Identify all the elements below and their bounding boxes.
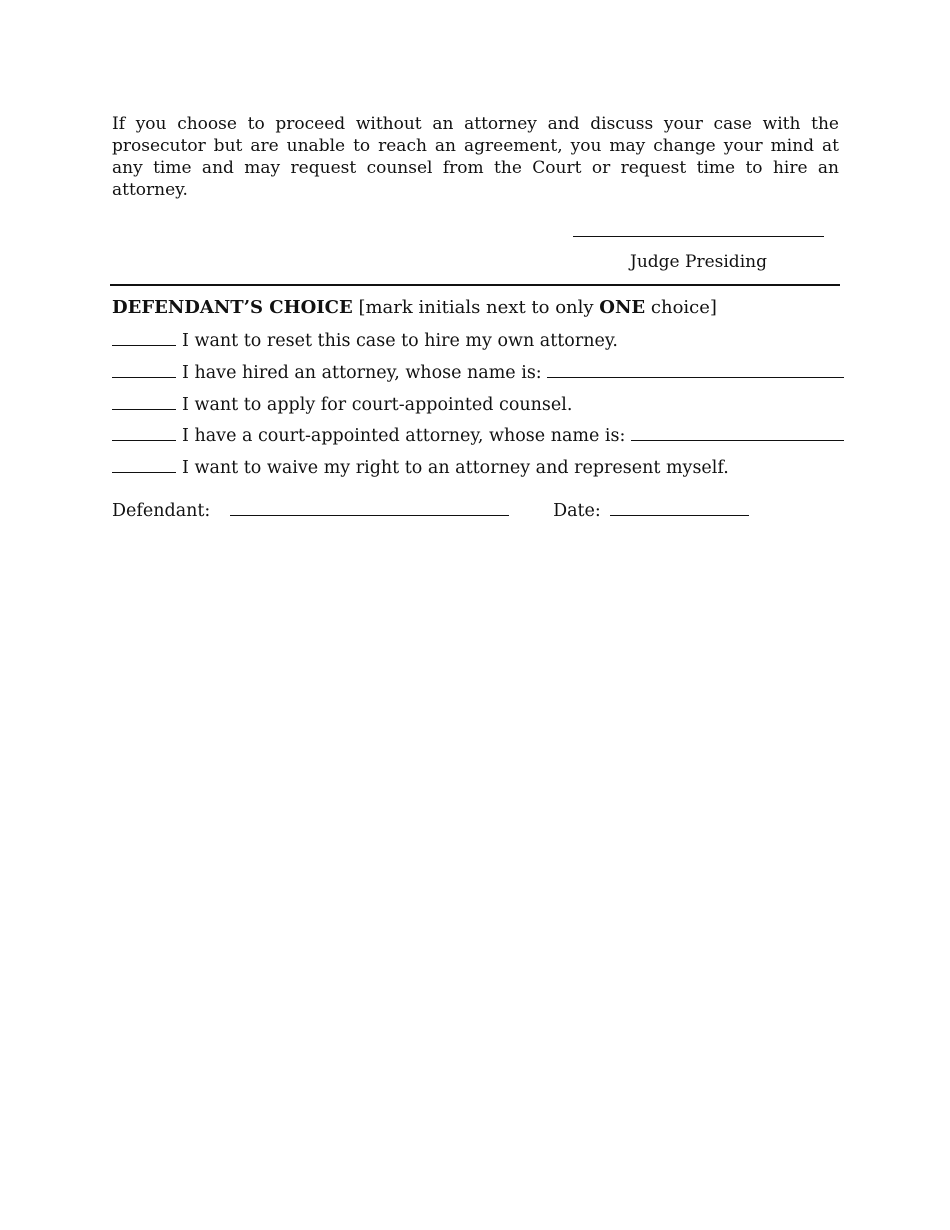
choice-text: I want to waive my right to an attorney and represent myself. bbox=[182, 458, 729, 478]
initials-blank[interactable] bbox=[112, 328, 176, 346]
defendants-choice-heading bbox=[112, 296, 839, 320]
choice-option-reset bbox=[112, 328, 839, 353]
choice-text: I have hired an attorney, whose name is: bbox=[182, 363, 542, 383]
choice-option-waive bbox=[112, 455, 839, 480]
choice-text: I want to apply for court-appointed counsel. bbox=[182, 395, 573, 415]
judge-signature-line[interactable] bbox=[573, 236, 824, 237]
initials-blank[interactable] bbox=[112, 423, 176, 441]
defendant-signature-field[interactable] bbox=[230, 498, 509, 516]
defendant-signature-row bbox=[112, 498, 839, 523]
initials-blank[interactable] bbox=[112, 360, 176, 378]
date-label: Date: bbox=[553, 501, 601, 521]
initials-blank[interactable] bbox=[112, 455, 176, 473]
section-divider bbox=[110, 284, 840, 286]
initials-blank[interactable] bbox=[112, 392, 176, 410]
attorney-name-field[interactable] bbox=[547, 360, 844, 378]
defendant-label: Defendant: bbox=[112, 501, 211, 521]
choice-option-hired-attorney bbox=[112, 360, 839, 385]
judge-presiding-label: Judge Presiding bbox=[630, 252, 767, 272]
choice-text: I want to reset this case to hire my own attorney. bbox=[182, 331, 618, 351]
intro-paragraph: If you choose to proceed without an attorney and discuss your case with the prosecutor but are unable to reach an agreement, you may change your mind at any time and may request counsel from the Court or request time to hire an attorney. bbox=[112, 114, 839, 200]
choice-text: I have a court-appointed attorney, whose name is: bbox=[182, 426, 626, 446]
choice-option-apply-counsel bbox=[112, 392, 839, 417]
choice-option-court-appointed bbox=[112, 423, 839, 448]
court-appointed-attorney-name-field[interactable] bbox=[631, 423, 844, 441]
defendants-choice-title: DEFENDANT’S CHOICE bbox=[112, 297, 353, 318]
date-field[interactable] bbox=[610, 498, 749, 516]
instruction-post: choice] bbox=[650, 297, 717, 318]
instruction-emphasis: ONE bbox=[599, 297, 646, 318]
instruction-pre: [mark initials next to only bbox=[358, 297, 594, 318]
